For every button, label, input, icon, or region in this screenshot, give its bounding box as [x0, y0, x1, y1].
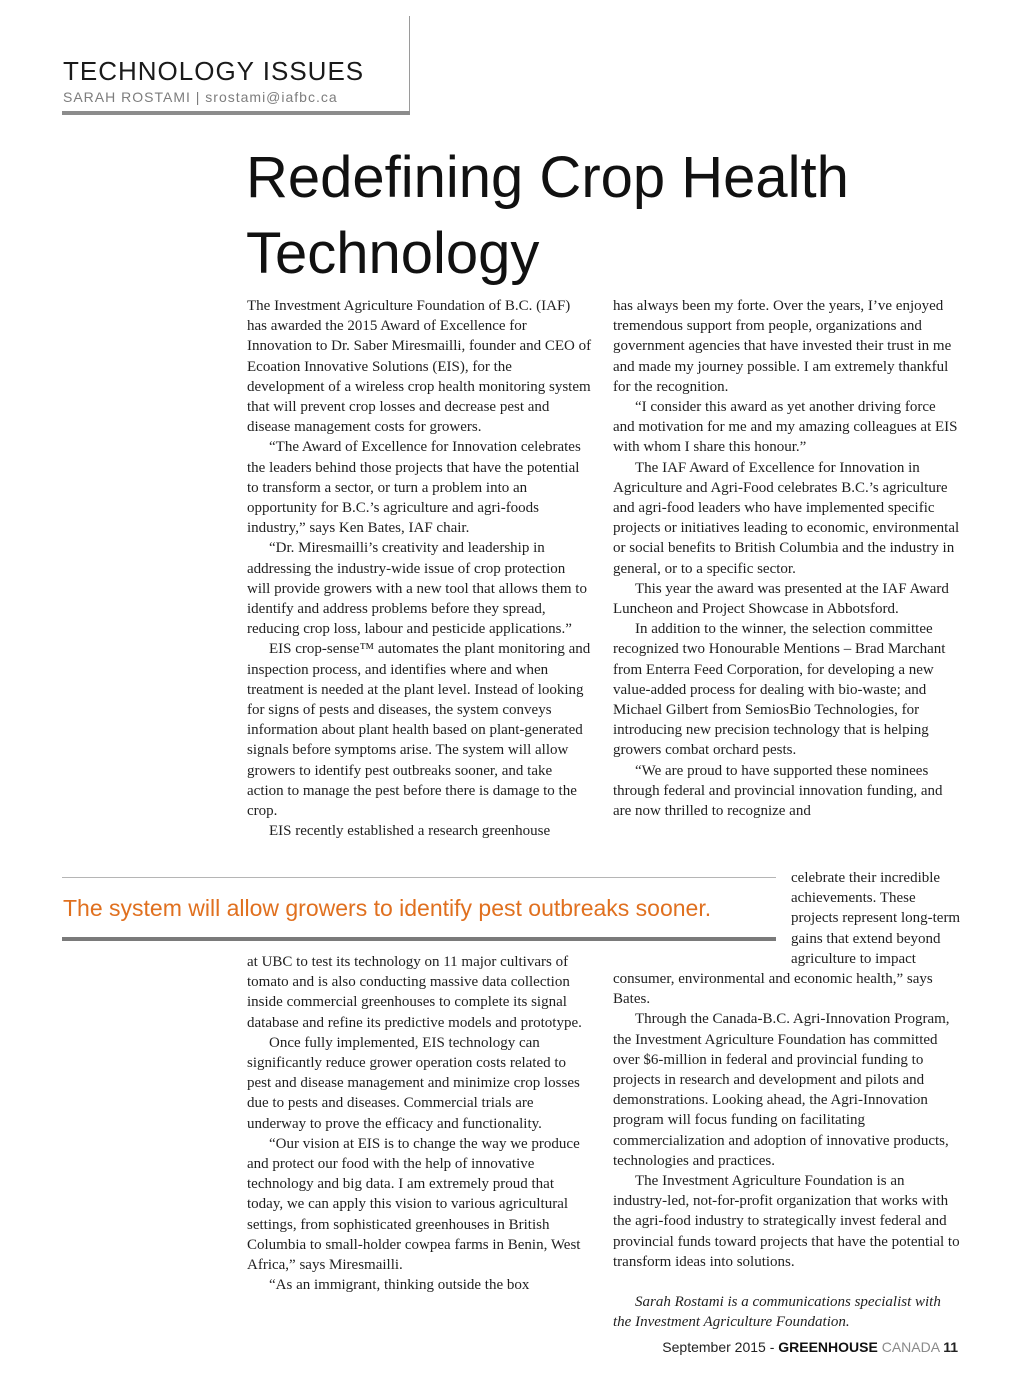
paragraph: “I consider this award as yet another driving force and motivation for me and my amazing colleagues at EIS with whom I share this honour.” — [613, 399, 958, 456]
paragraph: EIS recently established a research greenhouse — [269, 823, 551, 840]
paragraph: The Investment Agriculture Foundation is an industry-led, not-for-profit organization that works with the agri-food industry to strategically invest federal and provincial funds toward projects that have the potential to transform ideas into solutions. — [613, 1173, 960, 1270]
article-column-1 — [247, 296, 592, 841]
header-divider-vertical — [409, 16, 410, 114]
section-label: TECHNOLOGY ISSUES — [63, 56, 365, 86]
paragraph: In addition to the winner, the selection committee recognized two Honourable Mentions – Brad Marchant from Enterra Feed Corporation, for developing a new value-added process for dealing with bio-waste; and Michael Gilbert from SemiosBio Technologies, for introducing new precision technology that is helping growers combat orchard pests. — [613, 621, 946, 759]
paragraph: has always been my forte. Over the years, I’ve enjoyed tremendous support from people, organizations and government agencies that have invested their trust in me and made my journey possible. I am extremely thankful for the recognition. — [613, 298, 952, 395]
paragraph: The IAF Award of Excellence for Innovation in Agriculture and Agri-Food celebrates B.C.’s agriculture and agri-food leaders who have implemented specific projects or initiatives leading to economic, environmental or social benefits to British Columbia and the industry in general, or to a specific sector. — [613, 459, 960, 577]
article-column-2 — [613, 296, 961, 821]
paragraph: Through the Canada-B.C. Agri-Innovation Program, the Investment Agriculture Foundation has committed over $6-million in federal and provincial funding to projects in research and development and pilots and demonstrations. Looking ahead, the Agri-Innovation program will focus funding on facilitating commercialization and adoption of innovative products, technologies and practices. — [613, 1011, 950, 1169]
paragraph: EIS crop-sense™ automates the plant monitoring and inspection process, and identifies where and when treatment is needed at the plant level. Instead of looking for signs of pests and diseases, the system conveys information about plant health based on plant-generated signals before symptoms arise. The system will allow growers to identify pest outbreaks sooner, and take action to manage the pest before there is damage to the crop. — [247, 641, 591, 820]
paragraph: The Investment Agriculture Foundation of B.C. (IAF) has awarded the 2015 Award of Excellence for Innovation to Dr. Saber Miresmailli, founder and CEO of Ecoation Innovative Solutions (EIS), for the development of a wireless crop health monitoring system that will prevent crop losses and decrease pest and disease management costs for growers. — [247, 298, 592, 436]
paragraph: Once fully implemented, EIS technology can significantly reduce grower operation costs related to pest and disease management and minimize crop losses due to pests and diseases. Commercial trials are underway to prove the efficacy and functionality. — [247, 1034, 580, 1132]
magazine-name: GREENHOUSE — [778, 1339, 878, 1355]
issue-date: September 2015 - — [662, 1339, 779, 1355]
title-line-2: Technology — [246, 221, 540, 286]
title-line-1: Redefining Crop Health — [246, 145, 849, 210]
paragraph: “As an immigrant, thinking outside the box — [269, 1277, 530, 1294]
paragraph: “The Award of Excellence for Innovation celebrates the leaders behind those projects that have the potential to transform a sector, or turn a problem into an opportunity for B.C.’s agriculture and agri-foods industry,” says Ken Bates, IAF chair. — [247, 439, 581, 537]
text-wrap-spacer — [613, 868, 791, 950]
paragraph: at UBC to test its technology on 11 major cultivars of tomato and is also conducting massive data collection inside commercial greenhouses to complete its signal database and refine its predictive models and prototype. — [247, 954, 582, 1031]
page-number: 11 — [943, 1339, 958, 1355]
article-column-3 — [247, 952, 592, 1295]
paragraph: “Dr. Miresmailli’s creativity and leadership in addressing the industry-wide issue of crop protection will provide growers with a new tool that allows them to identify and address problems before they spread, reducing crop loss, labour and pesticide applications.” — [247, 540, 587, 638]
paragraph: This year the award was presented at the IAF Award Luncheon and Project Showcase in Abbotsford. — [613, 580, 949, 618]
article-title — [246, 140, 946, 292]
author-byline: SARAH ROSTAMI | srostami@iafbc.ca — [63, 89, 338, 105]
paragraph: “Our vision at EIS is to change the way we produce and protect our food with the help of innovative technology and big data. I am extremely proud that today, we can apply this vision to various agricultural settings, from sophisticated greenhouses in British Columbia to small-holder cowpea farms in Benin, West Africa,” says Miresmailli. — [247, 1135, 581, 1274]
pull-quote: The system will allow growers to identify pest outbreaks sooner. — [63, 895, 712, 921]
author-bio: Sarah Rostami is a communications specialist with the Investment Agriculture Foundation. — [613, 1294, 941, 1331]
paragraph: celebrate their incredible achievements. These projects represent long-term gains that extend beyond agriculture to impact consumer, environmental and economic health,” says Bates. — [613, 870, 961, 1008]
magazine-name-suffix: CANADA — [877, 1339, 940, 1355]
article-column-4 — [613, 868, 961, 1332]
paragraph: “We are proud to have supported these nominees through federal and provincial innovation funding, and are now thrilled to recognize and — [613, 762, 943, 820]
page-footer — [662, 1339, 958, 1355]
header-divider-bar — [62, 111, 410, 115]
